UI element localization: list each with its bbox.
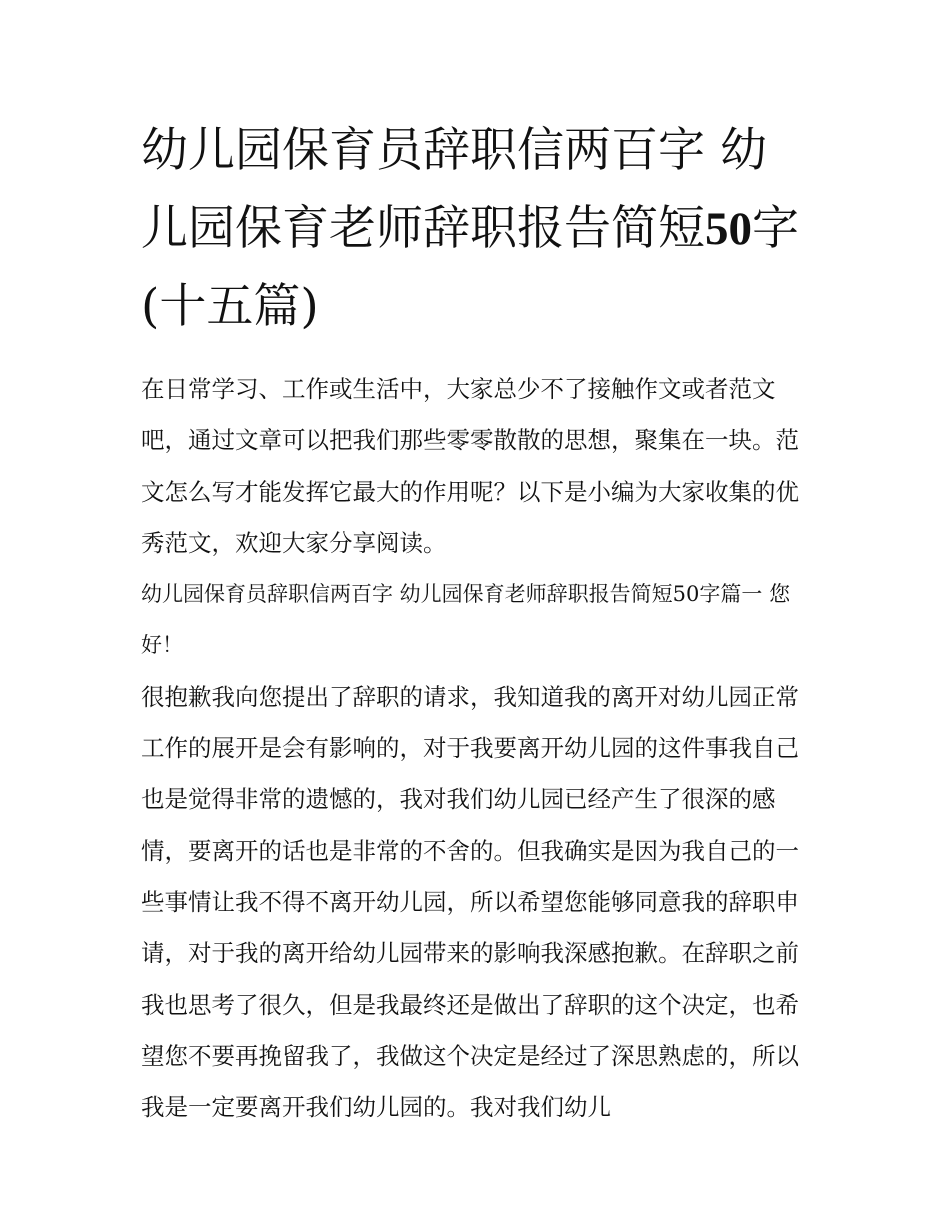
section-heading: 幼儿园保育员辞职信两百字 幼儿园保育老师辞职报告简短50字篇一 您好！ <box>141 582 791 658</box>
document-title <box>141 112 813 346</box>
title-number: 50 <box>705 203 752 255</box>
letter-paragraph: 很抱歉我向您提出了辞职的请求，我知道我的离开对幼儿园正常工作的展开是会有影响的，对于我要离开幼儿园的这件事我自己也是觉得非常的遗憾的，我对我们幼儿园已经产生了很深的感情，要离开的话也是非常的不舍的。但我确实是因为我自己的一些事情让我不得不离开幼儿园，所以希望您能够同意我的辞职申请，对于我的离开给幼儿园带来的影响我深感抱歉。在辞职之前我也思考了很久，但是我最终还是做出了辞职的这个决定，也希望您不要再挽留我了，我做这个决定是经过了深思熟虑的，所以我是一定要离开我们幼儿园的。我对我们幼儿 <box>141 682 799 1122</box>
title-text-part1: 幼儿园保育员辞职信两百字 幼儿园保育老师辞职报告简短 <box>141 123 767 256</box>
intro-paragraph: 在日常学习、工作或生活中，大家总少不了接触作文或者范文吧，通过文章可以把我们那些零零散散的思想，聚集在一块。范文怎么写才能发挥它最大的作用呢？以下是小编为大家收集的优秀范文，欢迎大家分享阅读。 <box>141 375 799 557</box>
document-body <box>141 364 813 1133</box>
document-page <box>141 112 813 1133</box>
title-text-part2: 字(十五篇) <box>141 201 799 334</box>
